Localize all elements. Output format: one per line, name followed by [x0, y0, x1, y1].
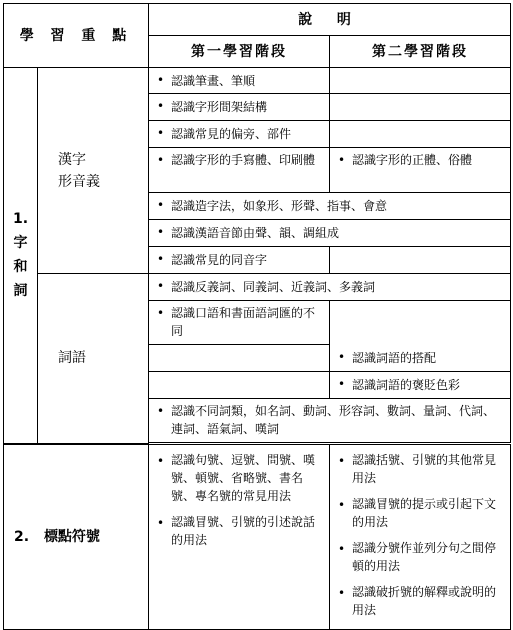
header-learning-focus [4, 4, 149, 68]
header-stage-2 [330, 36, 511, 68]
hanzi-row-6-span [149, 220, 511, 247]
ciyu-row-3-stage-2-text: 認識詞語的搭配 [352, 350, 437, 365]
section-2-number: 2. [14, 528, 30, 545]
ciyu-row-2-stage-1-text: 認識口語和書面語詞匯的不同 [171, 306, 316, 338]
ciyu-row-1-span [149, 274, 511, 301]
section-2-stage-2 [330, 444, 511, 629]
section-1-number: 1. [12, 211, 29, 228]
section-2-stage-2-item-3 [330, 537, 510, 581]
hanzi-row-3-stage-1 [149, 121, 330, 148]
group-hanzi-label-line-1: 漢字 [58, 151, 86, 168]
hanzi-row-7-stage-2 [330, 247, 511, 274]
curriculum-table [3, 3, 511, 630]
hanzi-row-7-stage-1-text: 認識常見的同音字 [171, 253, 268, 267]
section-2-stage-1-item-2-text: 認識冒號、引號的引述說話的用法 [171, 514, 316, 547]
section-2-title-cell [4, 444, 149, 629]
ciyu-row-4-stage-2-text: 認識詞語的褒貶色彩 [352, 378, 461, 392]
section-2-stage-1 [149, 444, 330, 629]
group-hanzi-label-line-2: 形音義 [58, 173, 100, 190]
ciyu-row-4-stage-1 [149, 372, 330, 399]
hanzi-row-2-stage-2 [330, 94, 511, 121]
hanzi-row-2-stage-1 [149, 94, 330, 121]
ciyu-row-5-span [149, 399, 511, 443]
ciyu-row-2-stage-1 [149, 301, 330, 345]
header-stage-1-text: 第一學習階段 [191, 43, 287, 60]
ciyu-row-2-stage-2 [330, 301, 511, 345]
hanzi-row-4-stage-1 [149, 148, 330, 193]
hanzi-row-5-span-text: 認識造字法，如象形、形聲、指事、會意 [171, 199, 388, 213]
ciyu-row-3-stage-1 [149, 345, 330, 372]
header-learning-focus-text: 學 習 重 點 [19, 27, 133, 44]
group-hanzi-label-cell [38, 68, 149, 274]
section-1-title-cell [4, 68, 38, 444]
section-2-stage-2-item-4 [330, 581, 510, 625]
ciyu-row-1-span-text: 認識反義詞、同義詞、近義詞、多義詞 [171, 280, 376, 294]
header-explanation-text: 說 明 [298, 11, 361, 28]
section-2-stage-1-item-1-text: 認識句號、逗號、問號、嘆號、頓號、省略號、書名號、專名號的常見用法 [171, 452, 316, 503]
section-2-stage-1-item-1 [149, 449, 329, 511]
section-2-title: 標點符號 [43, 528, 100, 545]
hanzi-row-1-stage-2 [330, 68, 511, 94]
section-2-stage-2-item-3-text: 認識分號作並列分句之間停頓的用法 [352, 540, 497, 573]
header-explanation [149, 4, 511, 36]
section-1-title-char-2: 和 [13, 259, 28, 276]
hanzi-row-3-stage-2 [330, 121, 511, 148]
section-2-stage-2-list [330, 445, 510, 629]
section-2-stage-1-list [149, 445, 329, 559]
ciyu-row-5-span-text: 認識不同詞類，如名詞、動詞、形容詞、數詞、量詞、代詞、連詞、語氣詞、嘆詞 [171, 404, 496, 436]
header-stage-1 [149, 36, 330, 68]
section-2-stage-2-item-4-text: 認識破折號的解釋或說明的用法 [352, 584, 497, 617]
hanzi-row-7-stage-1 [149, 247, 330, 274]
section-2-stage-2-item-2 [330, 493, 510, 537]
curriculum-table-wrapper [3, 3, 510, 630]
section-2-stage-2-item-1 [330, 449, 510, 493]
section-1-title [4, 207, 37, 303]
hanzi-row-4-stage-2 [330, 148, 511, 193]
group-ciyu-label-cell [38, 274, 149, 444]
section-2-stage-2-item-1-text: 認識括號、引號的其他常見用法 [352, 452, 497, 485]
hanzi-row-1-stage-1 [149, 68, 330, 94]
hanzi-row-1-stage-1-text: 認識筆畫、筆順 [171, 73, 256, 88]
hanzi-row-2-stage-1-text: 認識字形間架結構 [171, 100, 268, 114]
ciyu-row-3-stage-2 [330, 345, 511, 372]
section-2-stage-2-item-2-text: 認識冒號的提示或引起下文的用法 [352, 496, 497, 529]
hanzi-row-4-stage-1-text: 認識字形的手寫體、印刷體 [171, 153, 316, 167]
group-ciyu-label-line-1: 詞語 [58, 350, 86, 367]
section-2-stage-1-item-2 [149, 511, 329, 555]
section-1-title-char-1: 字 [13, 235, 28, 252]
header-stage-2-text: 第二學習階段 [372, 43, 468, 60]
hanzi-row-4-stage-2-text: 認識字形的正體、俗體 [352, 153, 473, 167]
hanzi-row-5-span [149, 193, 511, 220]
hanzi-row-3-stage-1-text: 認識常見的偏旁、部件 [171, 127, 292, 141]
section-1-title-char-3: 詞 [13, 283, 28, 300]
ciyu-row-4-stage-2 [330, 372, 511, 399]
hanzi-row-6-span-text: 認識漢語音節由聲、韻、調組成 [171, 226, 340, 240]
